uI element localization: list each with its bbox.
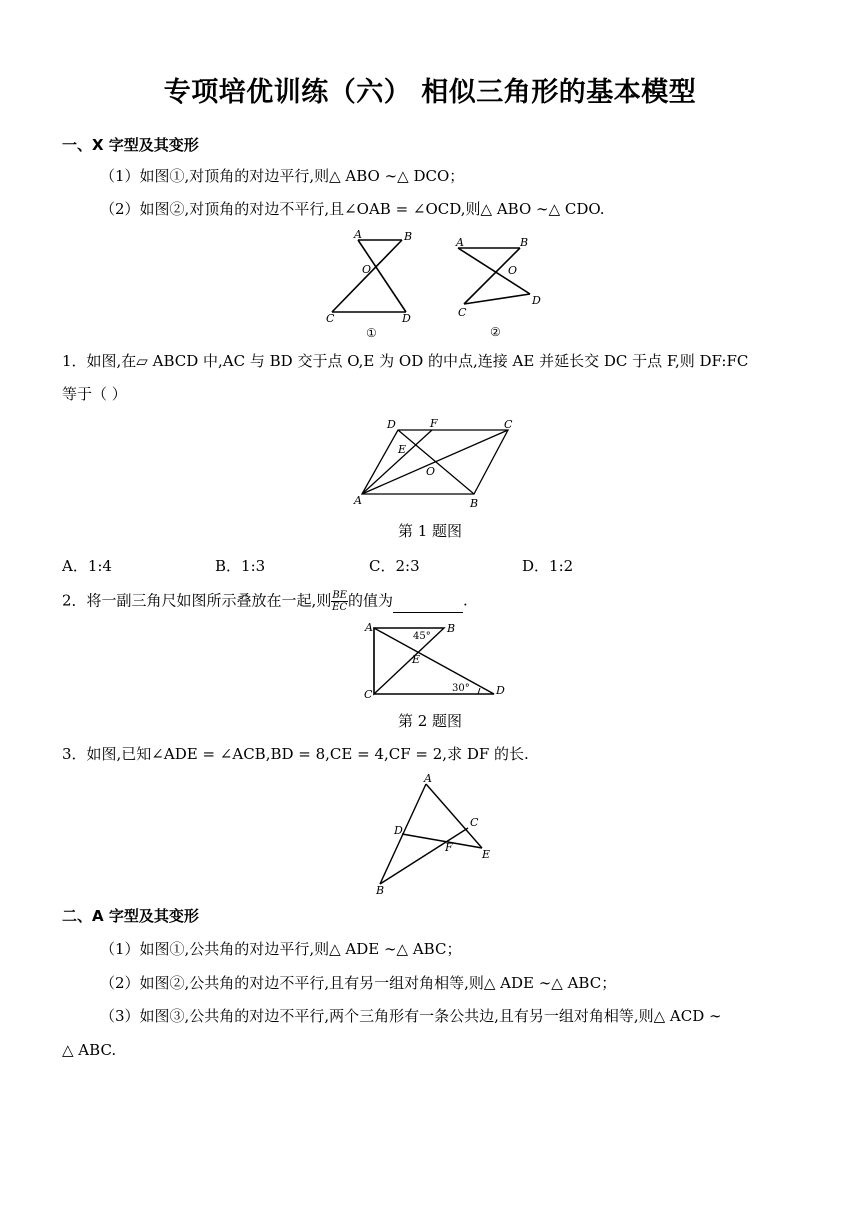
figure-caption-2: ② (490, 325, 501, 339)
fraction-denominator: EC (332, 602, 348, 613)
section-heading-x-shape: 一、X 字型及其变形 (62, 136, 199, 154)
svg-text:A: A (424, 772, 432, 785)
question-2-prefix: 2．将一副三角尺如图所示叠放在一起,则 (62, 591, 332, 610)
figure-caption-1: ① (366, 326, 377, 340)
svg-text:B: B (404, 230, 413, 243)
section2-item-3-line2: △ ABC. (62, 1041, 117, 1059)
svg-text:C: C (470, 816, 479, 829)
question-2-end: . (463, 591, 468, 610)
section2-item-3-line1: （3）如图③,公共角的对边不平行,两个三角形有一条公共边,且有另一组对角相等,则△ ACD ∼ (100, 1007, 722, 1025)
angle-45-label: 45° (413, 631, 431, 642)
section2-item-2: （2）如图②,公共角的对边不平行,且有另一组对角相等,则△ ADE ∼△ ABC； (100, 974, 617, 992)
svg-text:B: B (447, 622, 456, 635)
svg-text:D: D (402, 312, 411, 325)
svg-text:C: C (504, 418, 513, 431)
svg-text:C: C (458, 306, 467, 319)
question-1-text-line1: 1．如图,在▱ ABCD 中,AC 与 BD 交于点 O,E 为 OD 的中点,连接 AE 并延长交 DC 于点 F,则 DF:FC (62, 352, 749, 370)
figure-x-shape-parallel (318, 228, 418, 343)
svg-text:B: B (376, 884, 385, 897)
svg-text:A: A (365, 621, 373, 634)
question-3-text: 3．如图,已知∠ADE = ∠ACB,BD = 8,CE = 4,CF = 2,求 DF 的长. (62, 745, 529, 763)
page-title: 专项培优训练（六） 相似三角形的基本模型 (163, 77, 697, 108)
svg-text:A: A (354, 228, 362, 241)
svg-text:D: D (496, 684, 505, 697)
question-2-suffix: 的值为 (347, 591, 393, 610)
svg-text:D: D (394, 824, 403, 837)
section2-item-1: （1）如图①,公共角的对边平行,则△ ADE ∼△ ABC； (100, 940, 462, 958)
option-a: A．1:4 (62, 557, 112, 575)
svg-text:O: O (426, 465, 436, 478)
svg-text:O: O (508, 264, 518, 277)
svg-text:F: F (430, 417, 438, 430)
section1-item-1: （1）如图①,对顶角的对边平行,则△ ABO ∼△ DCO； (100, 167, 465, 185)
figure-triangle-ade (366, 772, 496, 898)
svg-text:E: E (482, 848, 491, 861)
figure-caption-q2: 第 2 题图 (397, 712, 463, 730)
option-b: B．1:3 (215, 557, 266, 575)
figure-x-shape-nonparallel (448, 232, 558, 342)
svg-text:D: D (387, 418, 396, 431)
angle-30-label: 30° (452, 683, 470, 694)
svg-text:F: F (445, 841, 453, 854)
svg-text:C: C (326, 312, 335, 325)
answer-blank[interactable] (393, 598, 463, 613)
question-1-text-line2: 等于（ ） (62, 385, 127, 403)
svg-text:B: B (470, 497, 479, 510)
svg-text:A: A (354, 494, 362, 507)
figure-caption-q1: 第 1 题图 (397, 522, 463, 540)
svg-text:C: C (364, 688, 373, 701)
svg-text:E: E (412, 653, 421, 666)
svg-text:D: D (532, 294, 541, 307)
question-2-text (62, 590, 468, 613)
svg-text:E: E (398, 443, 407, 456)
svg-text:A: A (456, 236, 464, 249)
svg-text:O: O (362, 263, 372, 276)
fraction-be-ec (331, 590, 348, 613)
section-heading-a-shape: 二、A 字型及其变形 (62, 907, 199, 925)
figure-parallelogram (350, 412, 520, 512)
figure-triangle-rulers (358, 620, 508, 704)
option-c: C．2:3 (369, 557, 420, 575)
fraction-numerator: BE (332, 590, 347, 601)
option-d: D．1:2 (522, 557, 574, 575)
section1-item-2: （2）如图②,对顶角的对边不平行,且∠OAB = ∠OCD,则△ ABO ∼△ CDO. (100, 200, 605, 218)
svg-text:B: B (520, 236, 529, 249)
